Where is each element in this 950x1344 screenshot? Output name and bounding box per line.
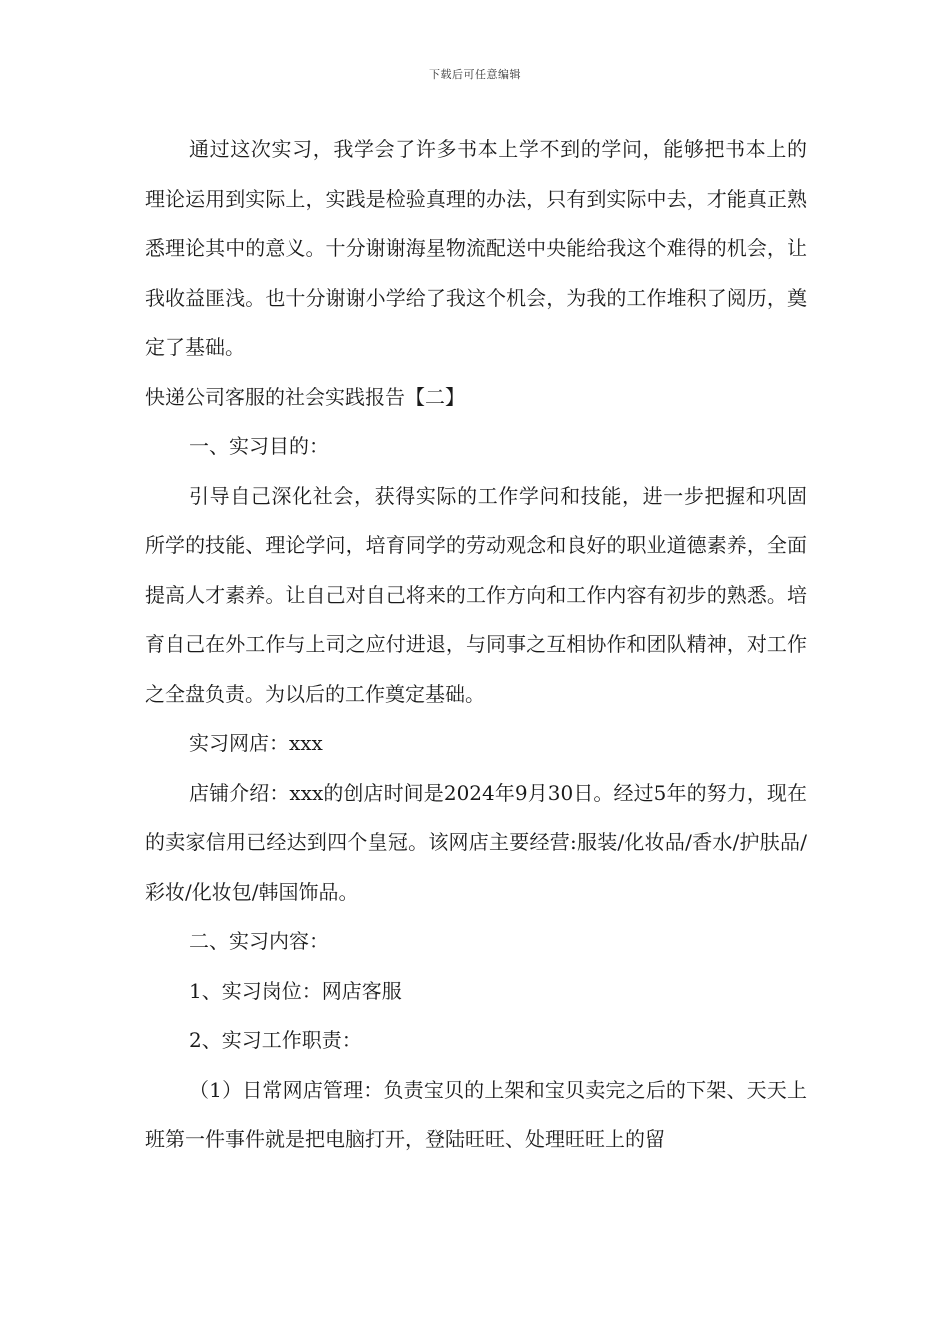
heading-purpose: 一、实习目的： xyxy=(189,434,329,458)
item-duties: 2、实习工作职责： xyxy=(189,1028,362,1052)
paragraph-conclusion: 通过这次实习，我学会了许多书本上学不到的学问，能够把书本上的理论运用到实际上，实践是检验真理的办法，只有到实际中去，才能真正熟悉理论其中的意义。十分谢谢海星物流配送中央能给我这个难得的机会，让我收益匪浅。也十分谢谢小学给了我这个机会，为我的工作堆积了阅历，奠定了基础。 xyxy=(145,137,807,359)
heading-content: 二、实习内容： xyxy=(189,929,329,953)
item-position: 1、实习岗位：网店客服 xyxy=(189,978,402,1003)
paragraph-shop: 实习网店：xxx xyxy=(189,731,323,755)
document-body xyxy=(145,125,807,1165)
section-title: 快递公司客服的社会实践报告【二】 xyxy=(145,384,465,409)
paragraph-daily-management: （1）日常网店管理：负责宝贝的上架和宝贝卖完之后的下架、天天上班第一件事件就是把电脑打开，登陆旺旺、处理旺旺上的留 xyxy=(145,1077,807,1151)
paragraph-shop-intro: 店铺介绍：xxx的创店时间是2024年9月30日。经过5年的努力，现在的卖家信用已经达到四个皇冠。该网店主要经营:服装/化妆品/香水/护肤品/彩妆/化妆包/韩国饰品。 xyxy=(145,780,807,904)
page-header-note: 下载后可任意编辑 xyxy=(429,68,521,81)
paragraph-purpose: 引导自己深化社会，获得实际的工作学问和技能，进一步把握和巩固所学的技能、理论学问，培育同学的劳动观念和良好的职业道德素养，全面提高人才素养。让自己对自己将来的工作方向和工作内容有初步的熟悉。培育自己在外工作与上司之应付进退，与同事之互相协作和团队精神，对工作之全盘负责。为以后的工作奠定基础。 xyxy=(145,483,807,706)
